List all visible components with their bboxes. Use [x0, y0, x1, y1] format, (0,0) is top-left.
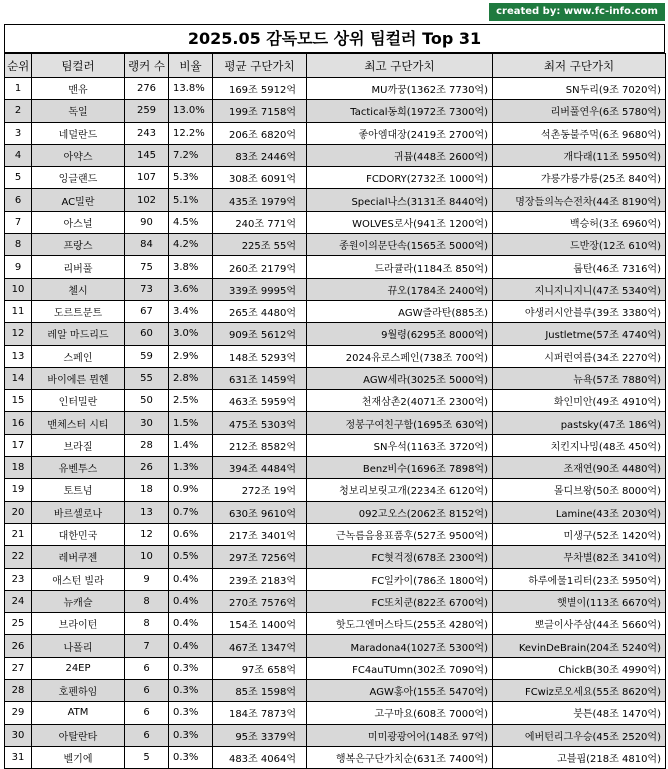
avg-value-cell: 297조 7256억 — [213, 546, 307, 568]
table-row — [5, 479, 666, 501]
team-color-cell: 맨유 — [32, 78, 125, 100]
team-color-cell: 리버풀 — [32, 256, 125, 278]
rank-cell: 15 — [5, 390, 32, 412]
table-row — [5, 78, 666, 100]
header-ratio: 비율 — [169, 54, 213, 78]
team-color-cell: AC밀란 — [32, 189, 125, 211]
max-value-cell: 근녹름음용표품후(527조 9500억) — [307, 523, 493, 545]
ratio-cell: 0.4% — [169, 568, 213, 590]
avg-value-cell: 630조 9610억 — [213, 501, 307, 523]
min-value-cell: 지니지니지니(47조 5340억) — [493, 278, 666, 300]
ranker-count-cell: 276 — [125, 78, 169, 100]
min-value-cell: 석촌동불주먹(6조 9680억) — [493, 122, 666, 144]
rank-cell: 24 — [5, 590, 32, 612]
min-value-cell: 치킨지나밍(48조 450억) — [493, 434, 666, 456]
table-row — [5, 367, 666, 389]
rank-cell: 14 — [5, 367, 32, 389]
rank-cell: 31 — [5, 746, 32, 768]
table-row — [5, 746, 666, 768]
table-row — [5, 345, 666, 367]
header-rank: 순위 — [5, 54, 32, 78]
max-value-cell: 고구마요(608조 7000억) — [307, 702, 493, 724]
rank-cell: 6 — [5, 189, 32, 211]
max-value-cell: 귀뮴(448조 2600억) — [307, 144, 493, 166]
min-value-cell: 뽀글이사주삼(44조 5660억) — [493, 613, 666, 635]
team-color-cell: 잉글랜드 — [32, 167, 125, 189]
max-value-cell: 미미광광어어(148조 97억) — [307, 724, 493, 746]
min-value-cell: KevinDeBrain(204조 5240억) — [493, 635, 666, 657]
rank-cell: 28 — [5, 680, 32, 702]
table-row — [5, 122, 666, 144]
table-body — [5, 78, 666, 769]
max-value-cell: 행복은구단가치순(631조 7400억) — [307, 746, 493, 768]
max-value-cell: 종원이의문단속(1565조 5000억) — [307, 234, 493, 256]
team-color-cell: 24EP — [32, 657, 125, 679]
min-value-cell: 햇볕이(113조 6670억) — [493, 590, 666, 612]
min-value-cell: 몰디브왕(50조 8000억) — [493, 479, 666, 501]
table-row — [5, 434, 666, 456]
avg-value-cell: 272조 19억 — [213, 479, 307, 501]
avg-value-cell: 225조 55억 — [213, 234, 307, 256]
min-value-cell: 뉴욕(57조 7880억) — [493, 367, 666, 389]
avg-value-cell: 85조 1598억 — [213, 680, 307, 702]
team-color-cell: 스페인 — [32, 345, 125, 367]
avg-value-cell: 475조 5303억 — [213, 412, 307, 434]
min-value-cell: 갸릉갸릉갸릉(25조 840억) — [493, 167, 666, 189]
ratio-cell: 3.4% — [169, 300, 213, 322]
rank-cell: 8 — [5, 234, 32, 256]
max-value-cell: AGW홍아(155조 5470억) — [307, 680, 493, 702]
avg-value-cell: 265조 4480억 — [213, 300, 307, 322]
ranking-table — [4, 53, 666, 769]
rank-cell: 12 — [5, 323, 32, 345]
avg-value-cell: 909조 5612억 — [213, 323, 307, 345]
ranker-count-cell: 8 — [125, 590, 169, 612]
avg-value-cell: 95조 3379억 — [213, 724, 307, 746]
rank-cell: 2 — [5, 100, 32, 122]
ranker-count-cell: 13 — [125, 501, 169, 523]
team-color-cell: 뉴캐슬 — [32, 590, 125, 612]
table-row — [5, 211, 666, 233]
avg-value-cell: 240조 771억 — [213, 211, 307, 233]
table-row — [5, 189, 666, 211]
min-value-cell: 룹탄(46조 7316억) — [493, 256, 666, 278]
table-row — [5, 278, 666, 300]
min-value-cell: 명장들의녹슨전차(44조 8190억) — [493, 189, 666, 211]
min-value-cell: 무차별(82조 3410억) — [493, 546, 666, 568]
team-color-cell: 대한민국 — [32, 523, 125, 545]
ranker-count-cell: 259 — [125, 100, 169, 122]
ratio-cell: 3.8% — [169, 256, 213, 278]
avg-value-cell: 83조 2446억 — [213, 144, 307, 166]
max-value-cell: WOLVES로사(941조 1200억) — [307, 211, 493, 233]
ratio-cell: 0.3% — [169, 724, 213, 746]
rank-cell: 9 — [5, 256, 32, 278]
table-row — [5, 501, 666, 523]
ranker-count-cell: 55 — [125, 367, 169, 389]
team-color-cell: 첼시 — [32, 278, 125, 300]
min-value-cell: 미생구(52조 1420억) — [493, 523, 666, 545]
table-row — [5, 144, 666, 166]
rank-cell: 18 — [5, 457, 32, 479]
header-max-value: 최고 구단가치 — [307, 54, 493, 78]
rank-cell: 10 — [5, 278, 32, 300]
ranker-count-cell: 50 — [125, 390, 169, 412]
ranker-count-cell: 60 — [125, 323, 169, 345]
max-value-cell: AGW세라(3025조 5000억) — [307, 367, 493, 389]
min-value-cell: pastsky(47조 186억) — [493, 412, 666, 434]
table-row — [5, 167, 666, 189]
team-color-cell: 유벤투스 — [32, 457, 125, 479]
ratio-cell: 4.5% — [169, 211, 213, 233]
team-color-cell: 레버쿠젠 — [32, 546, 125, 568]
rank-cell: 7 — [5, 211, 32, 233]
rank-cell: 20 — [5, 501, 32, 523]
ratio-cell: 0.4% — [169, 613, 213, 635]
table-row — [5, 390, 666, 412]
avg-value-cell: 148조 5293억 — [213, 345, 307, 367]
ratio-cell: 12.2% — [169, 122, 213, 144]
ratio-cell: 0.6% — [169, 523, 213, 545]
rank-cell: 4 — [5, 144, 32, 166]
rank-cell: 22 — [5, 546, 32, 568]
ranker-count-cell: 107 — [125, 167, 169, 189]
ranker-count-cell: 243 — [125, 122, 169, 144]
team-color-cell: ATM — [32, 702, 125, 724]
ranker-count-cell: 6 — [125, 702, 169, 724]
rank-cell: 19 — [5, 479, 32, 501]
ratio-cell: 1.4% — [169, 434, 213, 456]
header-ranker-count: 랭커 수 — [125, 54, 169, 78]
max-value-cell: 정봉구여친구함(1695조 630억) — [307, 412, 493, 434]
min-value-cell: 하루에물1리터(23조 5950억) — [493, 568, 666, 590]
min-value-cell: 화인미안(49조 4910억) — [493, 390, 666, 412]
max-value-cell: Benz비수(1696조 7898억) — [307, 457, 493, 479]
table-row — [5, 234, 666, 256]
max-value-cell: AGW즐라탄(885조) — [307, 300, 493, 322]
min-value-cell: SN두리(9조 7020억) — [493, 78, 666, 100]
ranker-count-cell: 12 — [125, 523, 169, 545]
rank-cell: 26 — [5, 635, 32, 657]
min-value-cell: Justletme(57조 4740억) — [493, 323, 666, 345]
team-color-cell: 애스턴 빌라 — [32, 568, 125, 590]
ranker-count-cell: 6 — [125, 680, 169, 702]
ratio-cell: 5.3% — [169, 167, 213, 189]
rank-cell: 16 — [5, 412, 32, 434]
credit-label: created by: www.fc-info.com — [489, 3, 665, 21]
team-color-cell: 프랑스 — [32, 234, 125, 256]
avg-value-cell: 270조 7576억 — [213, 590, 307, 612]
ranker-count-cell: 67 — [125, 300, 169, 322]
ranker-count-cell: 6 — [125, 724, 169, 746]
ranker-count-cell: 28 — [125, 434, 169, 456]
avg-value-cell: 308조 6091억 — [213, 167, 307, 189]
ranker-count-cell: 7 — [125, 635, 169, 657]
table-row — [5, 323, 666, 345]
ranker-count-cell: 30 — [125, 412, 169, 434]
team-color-cell: 아약스 — [32, 144, 125, 166]
min-value-cell: 고블핍(218조 4810억) — [493, 746, 666, 768]
avg-value-cell: 217조 3401억 — [213, 523, 307, 545]
ratio-cell: 1.3% — [169, 457, 213, 479]
max-value-cell: 청보리보릿고개(2234조 6120억) — [307, 479, 493, 501]
table-row — [5, 724, 666, 746]
table-row — [5, 412, 666, 434]
min-value-cell: 시퍼런여름(34조 2270억) — [493, 345, 666, 367]
max-value-cell: FCDORY(2732조 1000억) — [307, 167, 493, 189]
team-color-cell: 아스널 — [32, 211, 125, 233]
rank-cell: 13 — [5, 345, 32, 367]
ranker-count-cell: 90 — [125, 211, 169, 233]
avg-value-cell: 483조 4064억 — [213, 746, 307, 768]
ranker-count-cell: 84 — [125, 234, 169, 256]
table-row — [5, 546, 666, 568]
header-avg-value: 평균 구단가치 — [213, 54, 307, 78]
max-value-cell: Special나스(3131조 8440억) — [307, 189, 493, 211]
min-value-cell: 리버풀연우(6조 5780억) — [493, 100, 666, 122]
table-row — [5, 590, 666, 612]
max-value-cell: FC혓걱정(678조 2300억) — [307, 546, 493, 568]
table-row — [5, 523, 666, 545]
ratio-cell: 5.1% — [169, 189, 213, 211]
team-color-cell: 레알 마드리드 — [32, 323, 125, 345]
min-value-cell: 개다래(11조 5950억) — [493, 144, 666, 166]
min-value-cell: FCwiz로오세요(55조 8620억) — [493, 680, 666, 702]
max-value-cell: Maradona4(1027조 5300억) — [307, 635, 493, 657]
max-value-cell: FC4auTUmn(302조 7090억) — [307, 657, 493, 679]
ranker-count-cell: 6 — [125, 657, 169, 679]
header-row — [5, 54, 666, 78]
max-value-cell: 092고오스(2062조 8152억) — [307, 501, 493, 523]
ranker-count-cell: 102 — [125, 189, 169, 211]
team-color-cell: 벨기에 — [32, 746, 125, 768]
ranker-count-cell: 8 — [125, 613, 169, 635]
avg-value-cell: 435조 1979억 — [213, 189, 307, 211]
ratio-cell: 0.3% — [169, 657, 213, 679]
ratio-cell: 2.5% — [169, 390, 213, 412]
ranker-count-cell: 26 — [125, 457, 169, 479]
table-row — [5, 568, 666, 590]
table-row — [5, 457, 666, 479]
ratio-cell: 7.2% — [169, 144, 213, 166]
team-color-cell: 네덜란드 — [32, 122, 125, 144]
min-value-cell: 붓튼(48조 1470억) — [493, 702, 666, 724]
team-color-cell: 브라질 — [32, 434, 125, 456]
rank-cell: 1 — [5, 78, 32, 100]
min-value-cell: ChickB(30조 4990억) — [493, 657, 666, 679]
table-row — [5, 680, 666, 702]
min-value-cell: 백승허(3조 6960억) — [493, 211, 666, 233]
ranker-count-cell: 9 — [125, 568, 169, 590]
avg-value-cell: 467조 1347억 — [213, 635, 307, 657]
team-color-cell: 인터밀란 — [32, 390, 125, 412]
table-row — [5, 100, 666, 122]
avg-value-cell: 260조 2179억 — [213, 256, 307, 278]
ratio-cell: 0.9% — [169, 479, 213, 501]
avg-value-cell: 184조 7873억 — [213, 702, 307, 724]
ratio-cell: 1.5% — [169, 412, 213, 434]
ratio-cell: 13.0% — [169, 100, 213, 122]
table-row — [5, 635, 666, 657]
max-value-cell: Tactical동희(1972조 7300억) — [307, 100, 493, 122]
max-value-cell: 9월령(6295조 8000억) — [307, 323, 493, 345]
rank-cell: 3 — [5, 122, 32, 144]
ratio-cell: 0.3% — [169, 702, 213, 724]
max-value-cell: 핫도그엔머스타드(255조 4280억) — [307, 613, 493, 635]
table-row — [5, 657, 666, 679]
rank-cell: 29 — [5, 702, 32, 724]
ratio-cell: 13.8% — [169, 78, 213, 100]
avg-value-cell: 97조 658억 — [213, 657, 307, 679]
rank-cell: 25 — [5, 613, 32, 635]
team-color-cell: 맨체스터 시티 — [32, 412, 125, 434]
ratio-cell: 3.6% — [169, 278, 213, 300]
rank-cell: 21 — [5, 523, 32, 545]
team-color-cell: 나폴리 — [32, 635, 125, 657]
ranker-count-cell: 75 — [125, 256, 169, 278]
ranker-count-cell: 18 — [125, 479, 169, 501]
avg-value-cell: 463조 5959억 — [213, 390, 307, 412]
avg-value-cell: 339조 9995억 — [213, 278, 307, 300]
header-team-color: 팀컬러 — [32, 54, 125, 78]
max-value-cell: SN우석(1163조 3720억) — [307, 434, 493, 456]
ratio-cell: 0.3% — [169, 746, 213, 768]
table-row — [5, 702, 666, 724]
ratio-cell: 3.0% — [169, 323, 213, 345]
min-value-cell: 에버턴리그우승(45조 2520억) — [493, 724, 666, 746]
rank-cell: 23 — [5, 568, 32, 590]
rank-cell: 17 — [5, 434, 32, 456]
avg-value-cell: 212조 8582억 — [213, 434, 307, 456]
rank-cell: 5 — [5, 167, 32, 189]
team-color-cell: 도르트문트 — [32, 300, 125, 322]
ratio-cell: 0.7% — [169, 501, 213, 523]
rank-cell: 11 — [5, 300, 32, 322]
header-min-value: 최저 구단가치 — [493, 54, 666, 78]
avg-value-cell: 154조 1400억 — [213, 613, 307, 635]
max-value-cell: 드라큘라(1184조 850억) — [307, 256, 493, 278]
max-value-cell: 2024유로스페인(738조 700억) — [307, 345, 493, 367]
team-color-cell: 바이에른 뮌헨 — [32, 367, 125, 389]
table-row — [5, 256, 666, 278]
max-value-cell: 천재삼촌2(4071조 2300억) — [307, 390, 493, 412]
max-value-cell: FC일카이(786조 1800억) — [307, 568, 493, 590]
max-value-cell: FC또치쿤(822조 6700억) — [307, 590, 493, 612]
team-color-cell: 토트넘 — [32, 479, 125, 501]
avg-value-cell: 239조 2183억 — [213, 568, 307, 590]
ranker-count-cell: 73 — [125, 278, 169, 300]
team-color-cell: 아탈란타 — [32, 724, 125, 746]
table-row — [5, 613, 666, 635]
ranker-count-cell: 10 — [125, 546, 169, 568]
team-color-cell: 호펜하임 — [32, 680, 125, 702]
rank-cell: 30 — [5, 724, 32, 746]
min-value-cell: 드반장(12조 610억) — [493, 234, 666, 256]
min-value-cell: 야생러시안블루(39조 3380억) — [493, 300, 666, 322]
avg-value-cell: 394조 4484억 — [213, 457, 307, 479]
table-title: 2025.05 감독모드 상위 팀컬러 Top 31 — [4, 24, 665, 53]
ratio-cell: 2.8% — [169, 367, 213, 389]
team-color-cell: 독일 — [32, 100, 125, 122]
max-value-cell: 좋아엠대장(2419조 2700억) — [307, 122, 493, 144]
max-value-cell: 뀨오(1784조 2400억) — [307, 278, 493, 300]
ratio-cell: 0.3% — [169, 680, 213, 702]
avg-value-cell: 169조 5912억 — [213, 78, 307, 100]
ratio-cell: 0.4% — [169, 590, 213, 612]
min-value-cell: 조재연(90조 4480억) — [493, 457, 666, 479]
ratio-cell: 2.9% — [169, 345, 213, 367]
ratio-cell: 0.5% — [169, 546, 213, 568]
rank-cell: 27 — [5, 657, 32, 679]
ranker-count-cell: 5 — [125, 746, 169, 768]
team-color-cell: 브라이턴 — [32, 613, 125, 635]
avg-value-cell: 206조 6820억 — [213, 122, 307, 144]
min-value-cell: Lamine(43조 2030억) — [493, 501, 666, 523]
ratio-cell: 0.4% — [169, 635, 213, 657]
ranker-count-cell: 59 — [125, 345, 169, 367]
max-value-cell: MU까꿍(1362조 7730억) — [307, 78, 493, 100]
ratio-cell: 4.2% — [169, 234, 213, 256]
avg-value-cell: 631조 1459억 — [213, 367, 307, 389]
ranker-count-cell: 145 — [125, 144, 169, 166]
avg-value-cell: 199조 7158억 — [213, 100, 307, 122]
table-row — [5, 300, 666, 322]
team-color-cell: 바르셀로나 — [32, 501, 125, 523]
